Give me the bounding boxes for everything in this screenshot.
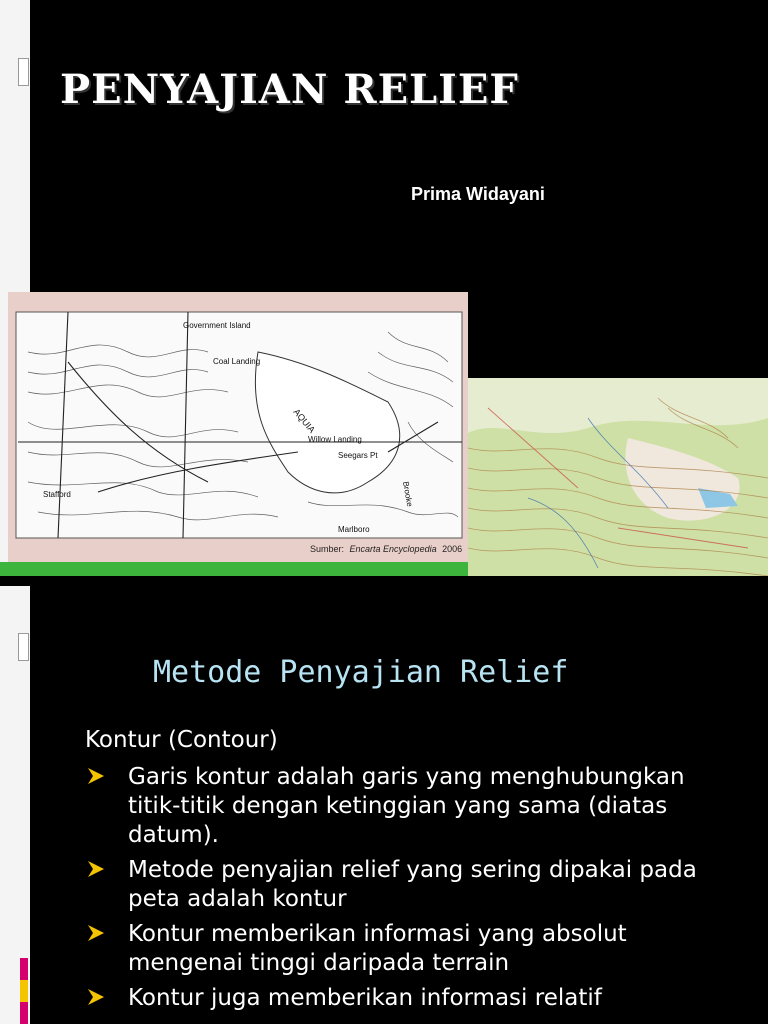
- slide-2-title: Metode Penyajian Relief: [153, 655, 569, 690]
- list-item: [85, 920, 735, 978]
- list-item: [85, 856, 735, 914]
- bullet-text: Metode penyajian relief yang sering dipakai pada peta adalah kontur: [128, 857, 697, 912]
- slide-gap: [0, 576, 768, 586]
- topographic-map-image: [8, 292, 468, 576]
- bullet-list: [85, 763, 735, 1019]
- arrow-bullet-icon: [85, 986, 107, 1008]
- map-source-name: Encarta Encyclopedia: [349, 544, 437, 554]
- slide-2-subtitle: Kontur (Contour): [85, 727, 278, 753]
- arrow-bullet-icon: [85, 765, 107, 787]
- colored-map-drawing: [468, 378, 768, 576]
- slide-marker-2: [18, 633, 29, 661]
- map-source-year: 2006: [442, 544, 463, 554]
- accent-bars: [20, 958, 28, 1024]
- map-label-marlboro: Marlboro: [338, 525, 370, 534]
- map-label-seegars-pt: Seegars Pt: [338, 451, 378, 460]
- map-label-willow-landing: Willow Landing: [308, 435, 362, 444]
- list-item: [85, 984, 735, 1013]
- bullet-text: Garis kontur adalah garis yang menghubungkan titik-titik dengan ketinggian yang sama (diatas datum).: [128, 764, 685, 848]
- arrow-bullet-icon: [85, 858, 107, 880]
- accent-bar-magenta: [20, 958, 28, 980]
- map-label-aquia: AQUIA: [291, 406, 318, 435]
- map-label-brooke: Brooke: [401, 480, 415, 508]
- bullet-text: Kontur juga memberikan informasi relatif: [128, 985, 602, 1011]
- map-label-government-island: Government Island: [183, 321, 251, 330]
- accent-bar-yellow: [20, 980, 28, 1002]
- author-name: Prima Widayani: [411, 184, 545, 204]
- colored-topographic-map-image: [468, 378, 768, 576]
- map-label-stafford: Stafford: [43, 490, 71, 499]
- topographic-map-drawing: [8, 292, 468, 576]
- slide-1-bottom-bar: [0, 562, 468, 576]
- map-label-coal-landing: Coal Landing: [213, 357, 261, 366]
- bullet-text: Kontur memberikan informasi yang absolut mengenai tinggi daripada terrain: [128, 921, 627, 976]
- arrow-bullet-icon: [85, 922, 107, 944]
- list-item: [85, 763, 735, 850]
- slide-1-title: PENYAJIAN RELIEF: [60, 66, 519, 113]
- map-source-label: Sumber:: [310, 544, 345, 554]
- accent-bar-magenta: [20, 1002, 28, 1024]
- slide-marker-1: [18, 58, 29, 86]
